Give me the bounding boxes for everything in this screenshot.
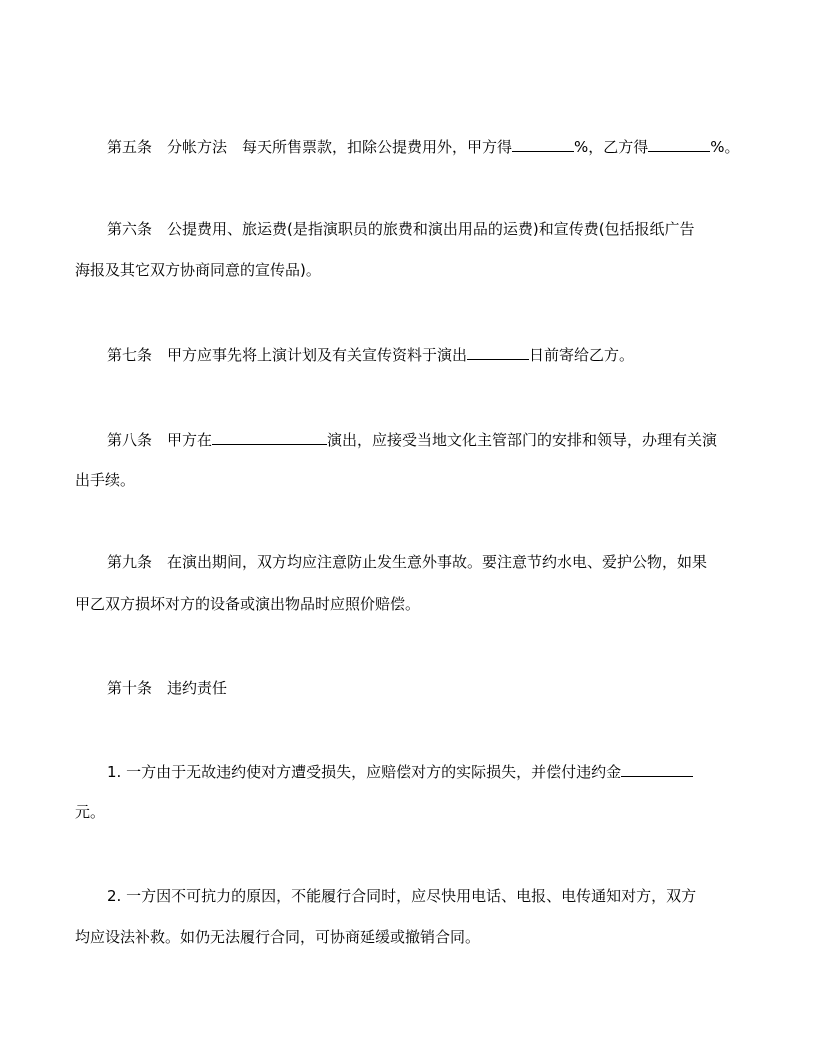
clause-9-line-1: 第九条 在演出期间，双方均应注意防止发生意外事故。要注意节约水电、爱护公物，如果 [107,553,708,571]
clause-8-text: 第八条 甲方在 [107,431,213,449]
clause-10-heading: 第十条 违约责任 [107,679,228,697]
clause-5-text: 每天所售票款，扣除公提费用外，甲方得 [227,138,513,156]
clause-10-item-1-line-1 [107,762,693,782]
clause-10-item-2-line-2: 均应设法补救。如仍无法履行合同，可协商延缓或撤销合同。 [75,928,481,946]
clause-5-text-2: %，乙方得 [574,138,649,156]
party-a-share-blank[interactable] [512,137,574,152]
clause-8-text-2: 演出，应接受当地文化主管部门的安排和领导，办理有关演 [327,431,718,449]
clause-5-heading: 第五条 分帐方法 [107,138,228,156]
clause-5-text-3: %。 [710,138,740,156]
clause-10-item-1-line-2: 元。 [75,803,106,821]
clause-7 [107,345,634,365]
clause-8-line-1 [107,430,717,450]
clause-9-line-2: 甲乙双方损坏对方的设备或演出物品时应照价赔偿。 [75,595,421,613]
clause-10-item-1-text: 1. 一方由于无故违约使对方遭受损失，应赔偿对方的实际损失，并偿付违约金 [107,763,622,781]
clause-7-text: 第七条 甲方应事先将上演计划及有关宣传资料于演出 [107,346,468,364]
clause-5 [107,137,740,157]
days-before-blank[interactable] [467,345,529,360]
venue-blank[interactable] [212,430,327,445]
party-b-share-blank[interactable] [648,137,710,152]
clause-10-item-2-line-1: 2. 一方因不可抗力的原因，不能履行合同时，应尽快用电话、电报、电传通知对方，双方 [107,887,697,905]
penalty-amount-blank[interactable] [621,762,693,777]
clause-6-line-1: 第六条 公提费用、旅运费(是指演职员的旅费和演出用品的运费)和宣传费(包括报纸广告 [107,220,695,238]
clause-8-line-2: 出手续。 [75,471,136,489]
clause-6-line-2: 海报及其它双方协商同意的宣传品)。 [75,261,321,279]
clause-7-text-2: 日前寄给乙方。 [529,346,635,364]
